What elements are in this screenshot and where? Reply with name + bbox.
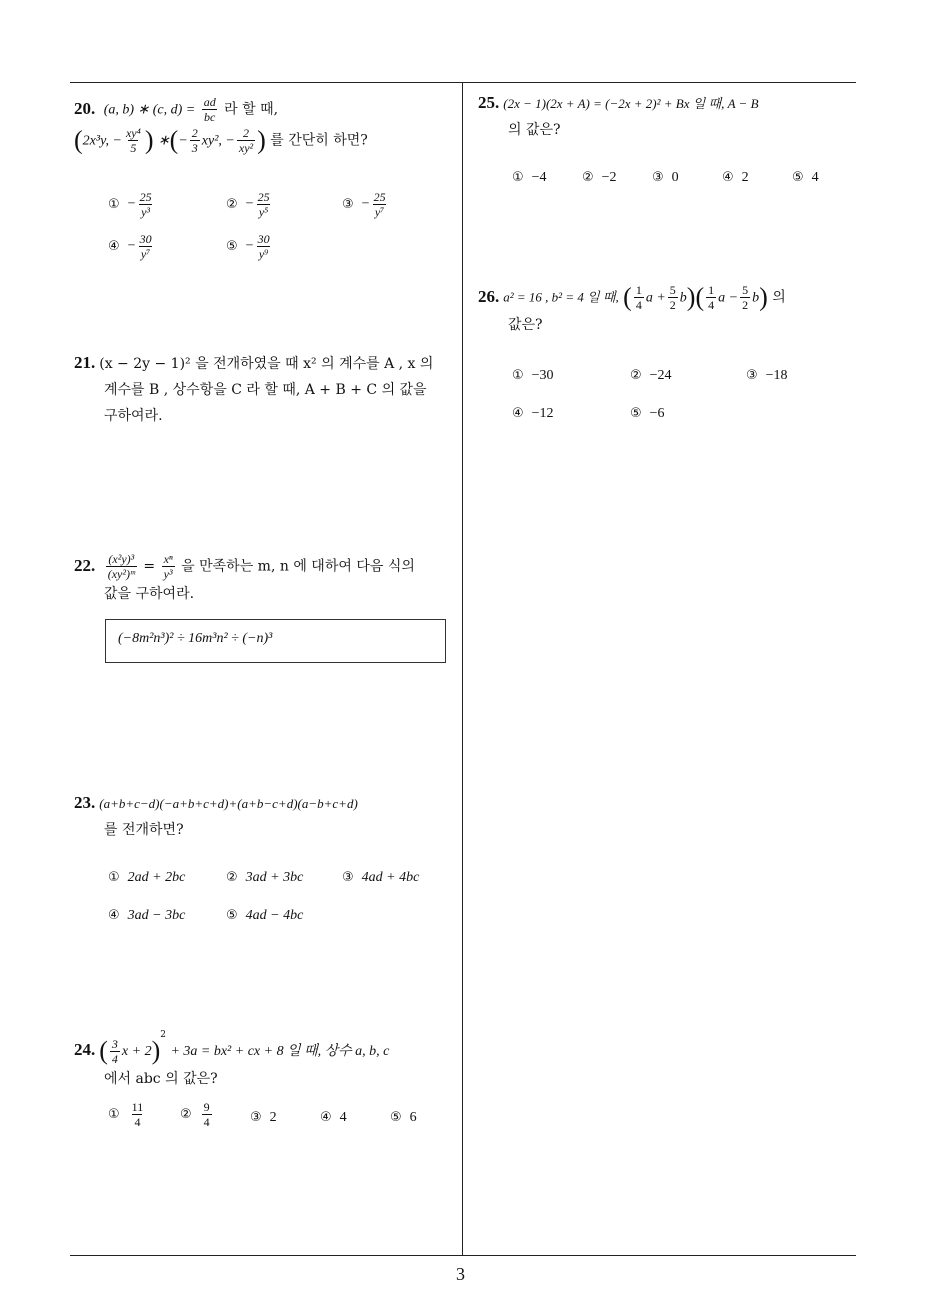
column-divider [462, 82, 463, 1256]
choice-5[interactable]: ⑤ 4ad − 4bc [226, 908, 304, 923]
choice-3[interactable]: ③ − $\frac{25}{\text{y⁷}}$ [342, 190, 386, 219]
choice-2[interactable]: ② −2 [582, 170, 617, 185]
choice-5[interactable]: ⑤ 6 [390, 1110, 417, 1125]
choice-4[interactable]: ④ 4 [320, 1110, 347, 1125]
question-22: 22. $\frac{\text{(x²y)³}}{\text{(xy²)ᵐ}}$ = $\frac{\text{xⁿ}}{\text{y³}}$ 을 만족하는 m, n 에 대하여 다음 식의 값을 구하여라. [74, 552, 415, 602]
choice-1[interactable]: ① $\frac{11}{4}$ [108, 1100, 144, 1129]
choice-5[interactable]: ⑤ −6 [630, 406, 665, 421]
bottom-rule [70, 1255, 856, 1256]
choice-4[interactable]: ④ 3ad − 3bc [108, 908, 186, 923]
page-number: 3 [456, 1264, 465, 1284]
choice-4[interactable]: ④ −12 [512, 406, 554, 421]
choice-2[interactable]: ② −24 [630, 368, 672, 383]
choice-5[interactable]: ⑤ − $\frac{30}{\text{y⁹}}$ [226, 232, 270, 261]
top-rule [70, 82, 856, 83]
choice-4[interactable]: ④ − $\frac{30}{\text{y⁷}}$ [108, 232, 152, 261]
choice-3[interactable]: ③ −18 [746, 368, 788, 383]
choice-3[interactable]: ③ 4ad + 4bc [342, 870, 420, 885]
question-23: 23. (a+b+c−d)(−a+b+c+d)+(a+b−c+d)(a−b+c+d) 를 전개하면? [74, 793, 358, 838]
question-25: 25. (2x − 1)(2x + A) = (−2x + 2)² + Bx 일 때, A − B 의 값은? [478, 93, 759, 138]
question-26: 26. a² = 16 , b² = 4 일 때, ( $\frac{1}{4}$ a + $\frac{5}{2}$ b)( $\frac{1}{4}$ a − $\frac{5}{2}$ b) 의 값은? [478, 282, 786, 333]
choice-4[interactable]: ④ 2 [722, 170, 749, 185]
choice-1[interactable]: ① − $\frac{25}{\text{y³}}$ [108, 190, 152, 219]
choice-1[interactable]: ① 2ad + 2bc [108, 870, 186, 885]
question-24: 24. ( $\frac{3}{4}$ x + 2)$^2$ + 3a = bx² + cx + 8 일 때, 상수 a, b, c 에서 abc 의 값은? [74, 1030, 390, 1087]
choice-2[interactable]: ② $\frac{9}{4}$ [180, 1100, 210, 1129]
choice-3[interactable]: ③ 0 [652, 170, 679, 185]
choice-3[interactable]: ③ 2 [250, 1110, 277, 1125]
choice-2[interactable]: ② 3ad + 3bc [226, 870, 304, 885]
choice-2[interactable]: ② − $\frac{25}{\text{y⁵}}$ [226, 190, 270, 219]
expression-box: (−8m²n³)² ÷ 16m³n² ÷ (−n)³ [105, 619, 446, 663]
question-number: 20. [74, 98, 96, 118]
question-21: 21. (x − 2y − 1)² 을 전개하였을 때 x² 의 계수를 A , x 의 계수를 B , 상수항을 C 라 할 때, A + B + C 의 값을 구하여라. [74, 353, 434, 424]
choice-1[interactable]: ① −4 [512, 170, 547, 185]
choice-1[interactable]: ① −30 [512, 368, 554, 383]
question-20: 20. (a, b) ∗ (c, d) = $\frac{ad}{bc}$ 라 할 때, (2x³y, − $\frac{\text{xy⁴}}{5}$ ) ∗(− $\frac{2}{3}$ xy², − $\frac{2}{\text{xy²}}$ ) 를 간단히 하면? [74, 95, 368, 155]
choice-5[interactable]: ⑤ 4 [792, 170, 819, 185]
